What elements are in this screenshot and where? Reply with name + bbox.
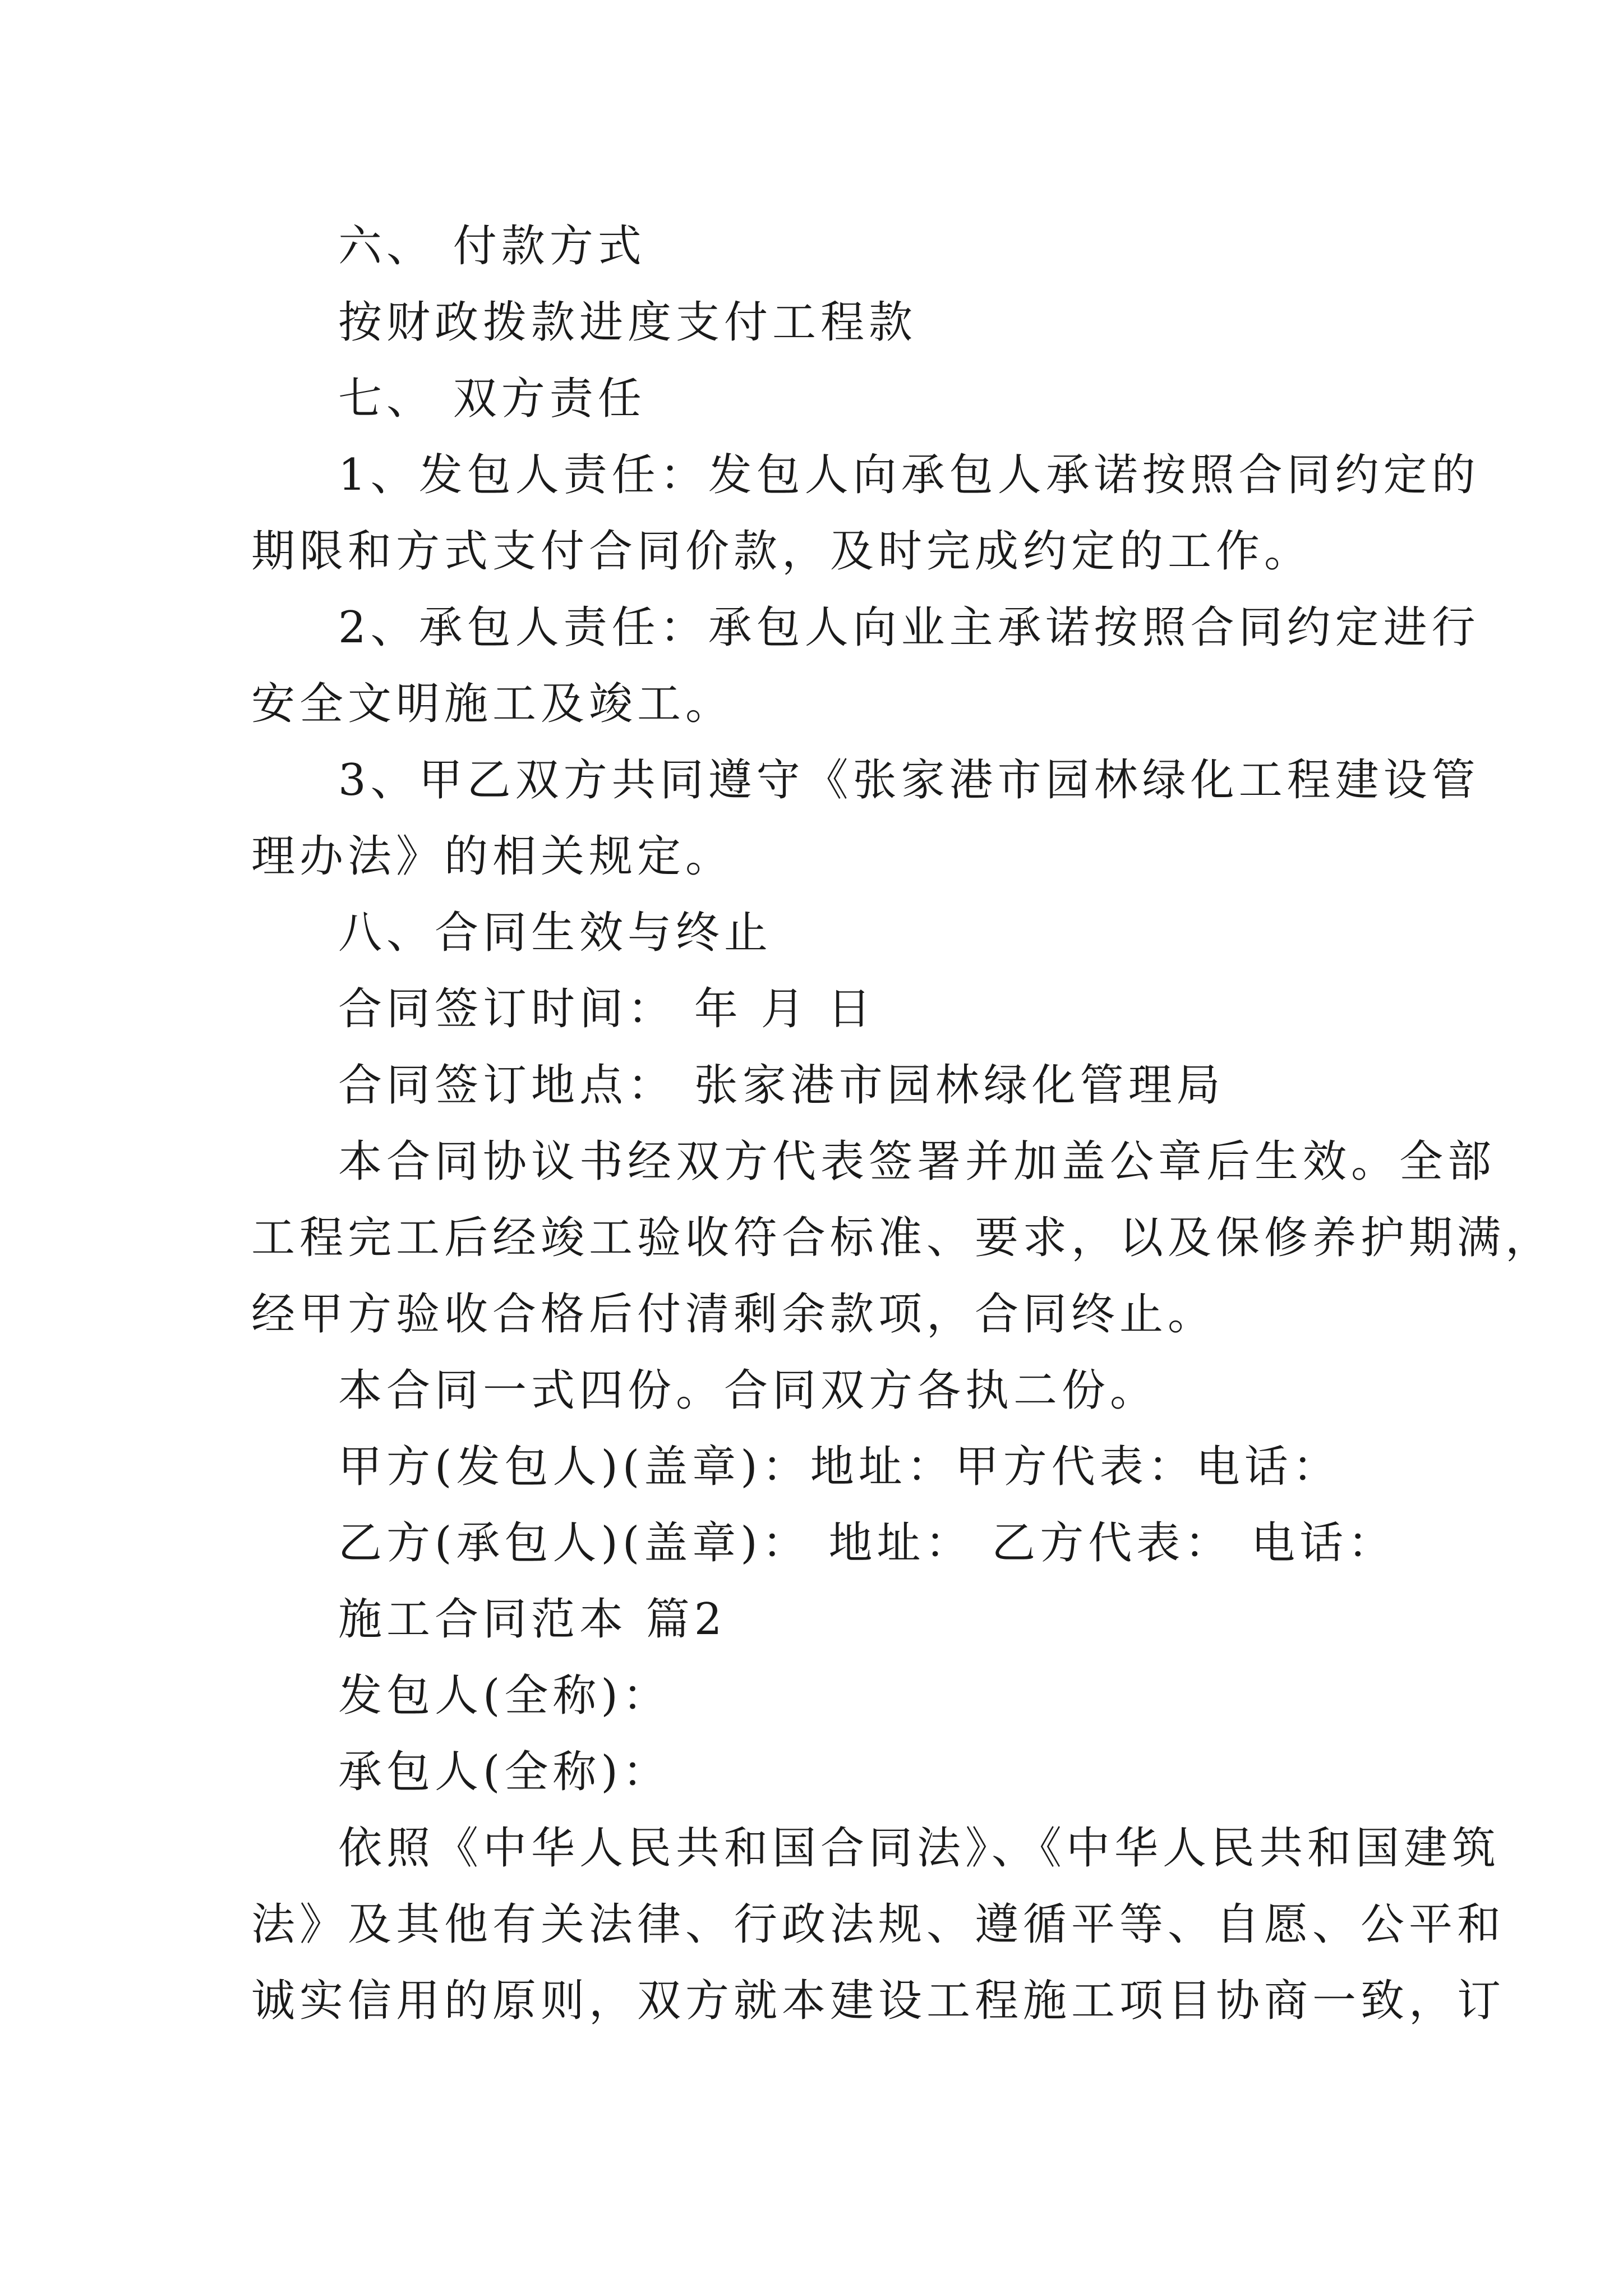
section-title-contract-2: 施工合同范本 篇2	[338, 1594, 727, 1645]
signing-place-line: 合同签订地点： 张家港市园林绿化管理局	[338, 1060, 1225, 1111]
paragraph-line: 安全文明施工及竣工。	[251, 679, 734, 729]
paragraph-line: 法》及其他有关法律、行政法规、遵循平等、自愿、公平和	[251, 1899, 1506, 1950]
paragraph-line: 3、甲乙双方共同遵守《张家港市园林绿化工程建设管	[338, 755, 1480, 806]
paragraph-line: 本合同一式四份。合同双方各执二份。	[338, 1365, 1159, 1416]
paragraph-line: 工程完工后经竣工验收符合标准、要求，以及保修养护期满，	[251, 1213, 1554, 1263]
paragraph-line: 诚实信用的原则，双方就本建设工程施工项目协商一致，订	[251, 1976, 1506, 2026]
party-b-signature-line: 乙方(承包人)(盖章)： 地址： 乙方代表： 电话：	[338, 1518, 1396, 1568]
section-heading-duties: 七、 双方责任	[338, 374, 646, 424]
paragraph-line: 经甲方验收合格后付清剩余款项，合同终止。	[251, 1289, 1216, 1340]
contractor-name-line: 承包人(全称)：	[338, 1747, 671, 1797]
paragraph-line: 理办法》的相关规定。	[251, 831, 734, 882]
section-heading-payment: 六、 付款方式	[338, 221, 646, 272]
paragraph-payment: 按财政拨款进度支付工程款	[338, 297, 917, 348]
section-heading-validity: 八、合同生效与终止	[338, 908, 773, 958]
paragraph-line: 本合同协议书经双方代表签署并加盖公章后生效。全部	[338, 1137, 1496, 1187]
paragraph-line: 2、承包人责任：承包人向业主承诺按照合同约定进行	[338, 602, 1480, 653]
paragraph-line: 1、发包人责任：发包人向承包人承诺按照合同约定的	[338, 450, 1480, 500]
paragraph-line: 依照《中华人民共和国合同法》、《中华人民共和国建筑	[338, 1823, 1501, 1874]
party-a-signature-line: 甲方(发包人)(盖章)：地址：甲方代表：电话：	[338, 1442, 1341, 1492]
employer-name-line: 发包人(全称)：	[338, 1671, 671, 1721]
signing-date-line: 合同签订时间： 年 月 日	[338, 984, 876, 1034]
paragraph-line: 期限和方式支付合同价款，及时完成约定的工作。	[251, 526, 1313, 577]
